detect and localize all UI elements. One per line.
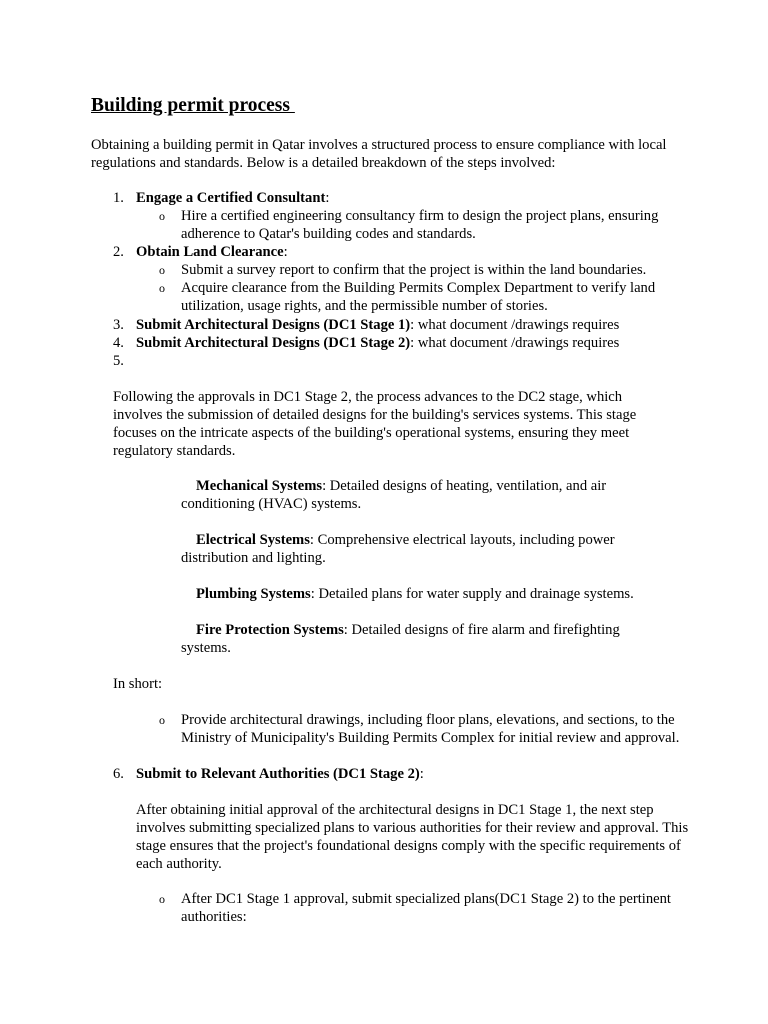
bullet-text: After DC1 Stage 1 approval, submit specialized plans(DC1 Stage 2) to the pertinent authorities: xyxy=(181,891,671,925)
step-6 xyxy=(91,765,691,783)
bullet-mark: o xyxy=(159,892,165,906)
system-heading: Plumbing Systems xyxy=(196,586,311,602)
page-title: Building permit process xyxy=(91,95,295,116)
step-4 xyxy=(91,334,691,352)
step-text xyxy=(136,334,691,352)
step-rest: : xyxy=(325,190,330,206)
step-heading: Submit to Relevant Authorities (DC1 Stage 2) xyxy=(136,766,420,782)
step-rest: : xyxy=(283,244,288,260)
step-heading: Submit Architectural Designs (DC1 Stage 1) xyxy=(136,317,411,333)
step-rest: : what document /drawings requires xyxy=(410,317,620,333)
system-text: : Detailed designs of heating, ventilation, and air conditioning (HVAC) systems. xyxy=(181,478,607,512)
step-heading: Obtain Land Clearance xyxy=(136,244,284,260)
system-heading: Fire Protection Systems xyxy=(196,622,344,638)
step-number: 5. xyxy=(113,353,124,369)
bullet-text: Acquire clearance from the Building Permits Complex Department to verify land utilization, usage rights, and the permissible number of stories. xyxy=(181,280,656,314)
system-heading: Electrical Systems xyxy=(196,532,310,548)
step-2 xyxy=(91,243,691,261)
dc2-paragraph: Following the approvals in DC1 Stage 2, the process advances to the DC2 stage, which involves the submission of detailed designs for the building's services systems. This stage focuses on the intricate aspects of the building's operational systems, ensuring they meet regulatory standards. xyxy=(113,389,637,459)
step-text xyxy=(136,243,691,261)
step-5 xyxy=(91,352,691,370)
step-rest: : xyxy=(419,766,424,782)
step-1 xyxy=(91,189,691,207)
step-number: 1. xyxy=(113,190,124,206)
in-short-label: In short: xyxy=(113,676,163,692)
step-text xyxy=(136,765,691,783)
step-heading: Submit Architectural Designs (DC1 Stage 2) xyxy=(136,335,411,351)
dc1-stage1-paragraph: After obtaining initial approval of the architectural designs in DC1 Stage 1, the next step involves submitting specialized plans to various authorities for their review and approval. This stage ensures that the project's foundational designs comply with the specific requirements of each authority. xyxy=(136,802,689,872)
step-number: 4. xyxy=(113,335,124,351)
bullet-text: Hire a certified engineering consultancy firm to design the project plans, ensuring adherence to Qatar's building codes and standards. xyxy=(181,208,659,242)
system-text: : Detailed plans for water supply and drainage systems. xyxy=(310,586,634,602)
system-text: : Comprehensive electrical layouts, including power distribution and lighting. xyxy=(181,532,615,566)
bullet-mark: o xyxy=(159,263,165,277)
system-text: : Detailed designs of fire alarm and firefighting systems. xyxy=(181,622,620,656)
step-rest: : what document /drawings requires xyxy=(410,335,620,351)
bullet-mark: o xyxy=(159,209,165,223)
step-text xyxy=(136,316,691,334)
system-electrical xyxy=(181,531,651,567)
system-fire-protection xyxy=(181,621,651,657)
bullet-text: Provide architectural drawings, including floor plans, elevations, and sections, to the Ministry of Municipality's Building Permits Complex for initial review and approval. xyxy=(181,712,680,746)
step-number: 3. xyxy=(113,317,124,333)
bullet-mark: o xyxy=(159,713,165,727)
intro-paragraph: Obtaining a building permit in Qatar involves a structured process to ensure compliance with local regulations and standards. Below is a detailed breakdown of the steps involved: xyxy=(91,137,667,171)
bullet-mark: o xyxy=(159,281,165,295)
system-mechanical xyxy=(181,477,651,513)
system-plumbing xyxy=(181,585,651,603)
bullet-text: Submit a survey report to confirm that the project is within the land boundaries. xyxy=(181,262,647,278)
system-heading: Mechanical Systems xyxy=(196,478,323,494)
step-text xyxy=(136,189,691,207)
step-number: 6. xyxy=(113,766,124,782)
step-number: 2. xyxy=(113,244,124,260)
step-heading: Engage a Certified Consultant xyxy=(136,190,326,206)
step-3 xyxy=(91,316,691,334)
